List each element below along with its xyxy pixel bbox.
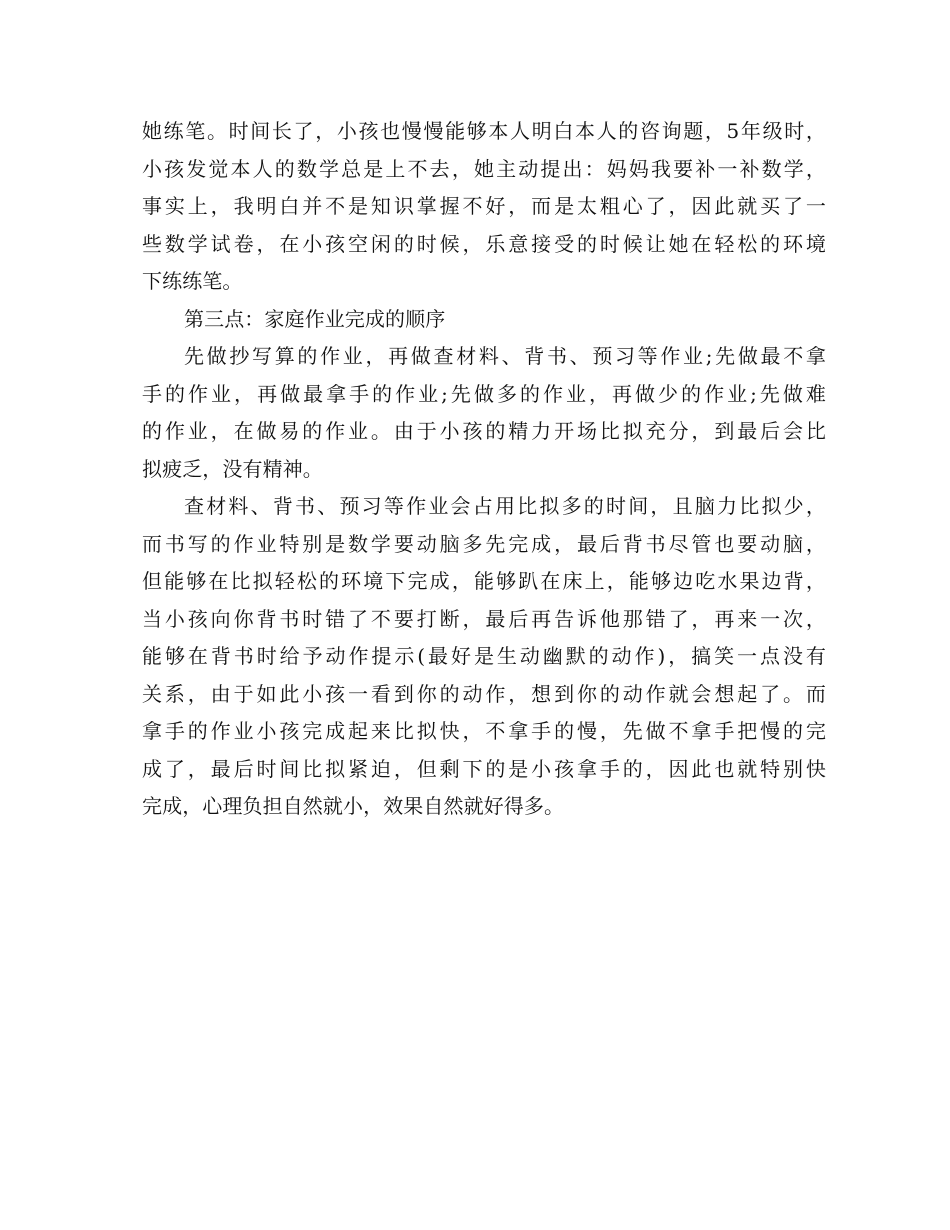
text-line: 拿手的作业小孩完成起来比拟快，不拿手的慢，先做不拿手把慢的完 bbox=[142, 719, 826, 743]
text-line: 她练笔。时间长了，小孩也慢慢能够本人明白本人的咨询题，5年级时， bbox=[142, 119, 826, 143]
text-line: 事实上，我明白并不是知识掌握不好，而是太粗心了，因此就买了一 bbox=[142, 194, 826, 218]
text-line: 成了，最后时间比拟紧迫，但剩下的是小孩拿手的，因此也就特别快 bbox=[142, 756, 826, 781]
text-line: 拟疲乏，没有精神。 bbox=[142, 456, 323, 481]
text-line: 下练练笔。 bbox=[142, 269, 243, 293]
paragraph-continuation bbox=[142, 113, 826, 301]
text-line: 完成，心理负担自然就小，效果自然就好得多。 bbox=[142, 794, 565, 818]
text-line: 能够在背书时给予动作提示(最好是生动幽默的动作)，搞笑一点没有 bbox=[142, 644, 826, 668]
paragraph-homework-order bbox=[142, 338, 826, 488]
text-line: 的作业，在做易的作业。由于小孩的精力开场比拟充分，到最后会比 bbox=[142, 419, 826, 443]
document-body bbox=[142, 113, 826, 826]
text-line: 先做抄写算的作业，再做查材料、背书、预习等作业;先做最不拿 bbox=[184, 344, 826, 368]
text-line: 查材料、背书、预习等作业会占用比拟多的时间，且脑力比拟少， bbox=[184, 494, 826, 518]
text-line: 当小孩向你背书时错了不要打断，最后再告诉他那错了，再来一次， bbox=[142, 606, 826, 631]
paragraph-explanation bbox=[142, 488, 826, 826]
text-line: 但能够在比拟轻松的环境下完成，能够趴在床上，能够边吃水果边背， bbox=[142, 569, 826, 593]
text-line: 关系，由于如此小孩一看到你的动作，想到你的动作就会想起了。而 bbox=[142, 681, 826, 706]
heading-text: 第三点：家庭作业完成的顺序 bbox=[184, 306, 446, 331]
text-line: 小孩发觉本人的数学总是上不去，她主动提出：妈妈我要补一补数学， bbox=[142, 156, 826, 181]
text-line: 手的作业，再做最拿手的作业;先做多的作业，再做少的作业;先做难 bbox=[142, 381, 826, 406]
text-line: 些数学试卷，在小孩空闲的时候，乐意接受的时候让她在轻松的环境 bbox=[142, 231, 826, 256]
text-line: 而书写的作业特别是数学要动脑多先完成，最后背书尽管也要动脑， bbox=[142, 531, 826, 556]
section-heading bbox=[142, 301, 826, 339]
